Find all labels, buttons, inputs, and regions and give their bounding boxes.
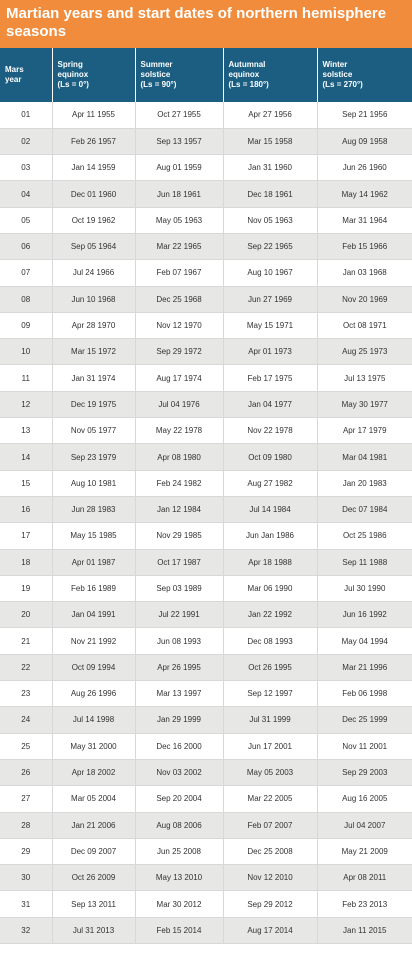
cell-summer-solstice: Feb 24 1982 — [135, 470, 223, 496]
table-row — [0, 865, 412, 891]
cell-winter-solstice: Apr 17 1979 — [317, 418, 412, 444]
cell-spring-equinox: Jun 28 1983 — [52, 496, 135, 522]
cell-winter-solstice: Mar 21 1996 — [317, 654, 412, 680]
cell-summer-solstice: Jan 12 1984 — [135, 496, 223, 522]
cell-summer-solstice: Nov 29 1985 — [135, 523, 223, 549]
header-line: (Ls = 180°) — [228, 80, 269, 89]
cell-summer-solstice: Jun 25 2008 — [135, 838, 223, 864]
cell-autumnal-equinox: Dec 25 2008 — [223, 838, 317, 864]
cell-summer-solstice: Nov 12 1970 — [135, 312, 223, 338]
table-body — [0, 102, 412, 944]
table-row — [0, 549, 412, 575]
cell-summer-solstice: Jul 04 1976 — [135, 391, 223, 417]
cell-summer-solstice: May 05 1963 — [135, 207, 223, 233]
table-row — [0, 759, 412, 785]
cell-summer-solstice: Jan 29 1999 — [135, 707, 223, 733]
cell-winter-solstice: Feb 15 1966 — [317, 233, 412, 259]
cell-autumnal-equinox: Jul 14 1984 — [223, 496, 317, 522]
table-row — [0, 733, 412, 759]
header-summer-solstice — [135, 48, 223, 102]
cell-autumnal-equinox: Oct 26 1995 — [223, 654, 317, 680]
cell-autumnal-equinox: Dec 08 1993 — [223, 628, 317, 654]
cell-mars-year: 01 — [0, 102, 52, 128]
cell-autumnal-equinox: Mar 06 1990 — [223, 575, 317, 601]
header-line: (Ls = 90°) — [140, 80, 177, 89]
cell-summer-solstice: Aug 01 1959 — [135, 155, 223, 181]
header-line: Autumnal — [228, 60, 266, 69]
cell-spring-equinox: Apr 18 2002 — [52, 759, 135, 785]
cell-winter-solstice: Aug 16 2005 — [317, 786, 412, 812]
cell-winter-solstice: Mar 31 1964 — [317, 207, 412, 233]
cell-autumnal-equinox: Nov 12 2010 — [223, 865, 317, 891]
cell-autumnal-equinox: Aug 10 1967 — [223, 260, 317, 286]
cell-summer-solstice: Apr 08 1980 — [135, 444, 223, 470]
cell-spring-equinox: Nov 21 1992 — [52, 628, 135, 654]
cell-autumnal-equinox: Aug 27 1982 — [223, 470, 317, 496]
cell-mars-year: 03 — [0, 155, 52, 181]
cell-autumnal-equinox: Feb 07 2007 — [223, 812, 317, 838]
cell-mars-year: 31 — [0, 891, 52, 917]
cell-mars-year: 05 — [0, 207, 52, 233]
cell-spring-equinox: Dec 19 1975 — [52, 391, 135, 417]
table-row — [0, 155, 412, 181]
cell-mars-year: 10 — [0, 339, 52, 365]
cell-spring-equinox: Apr 11 1955 — [52, 102, 135, 128]
cell-spring-equinox: Apr 28 1970 — [52, 312, 135, 338]
cell-mars-year: 27 — [0, 786, 52, 812]
cell-summer-solstice: Aug 08 2006 — [135, 812, 223, 838]
table-row — [0, 365, 412, 391]
cell-spring-equinox: Jul 31 2013 — [52, 917, 135, 943]
page-title — [0, 0, 412, 48]
cell-winter-solstice: Feb 06 1998 — [317, 681, 412, 707]
cell-mars-year: 25 — [0, 733, 52, 759]
cell-spring-equinox: Oct 26 2009 — [52, 865, 135, 891]
table-row — [0, 917, 412, 943]
cell-mars-year: 26 — [0, 759, 52, 785]
cell-autumnal-equinox: Apr 01 1973 — [223, 339, 317, 365]
cell-winter-solstice: Nov 20 1969 — [317, 286, 412, 312]
cell-autumnal-equinox: Feb 17 1975 — [223, 365, 317, 391]
header-line: solstice — [322, 70, 353, 79]
cell-spring-equinox: Oct 19 1962 — [52, 207, 135, 233]
cell-spring-equinox: Jul 24 1966 — [52, 260, 135, 286]
cell-winter-solstice: Sep 21 1956 — [317, 102, 412, 128]
cell-mars-year: 04 — [0, 181, 52, 207]
header-line: equinox — [228, 70, 260, 79]
cell-summer-solstice: Aug 17 1974 — [135, 365, 223, 391]
cell-autumnal-equinox: Sep 22 1965 — [223, 233, 317, 259]
cell-autumnal-equinox: May 05 2003 — [223, 759, 317, 785]
cell-autumnal-equinox: Jul 31 1999 — [223, 707, 317, 733]
table-row — [0, 891, 412, 917]
table-row — [0, 496, 412, 522]
cell-summer-solstice: Oct 27 1955 — [135, 102, 223, 128]
header-spring-equinox — [52, 48, 135, 102]
cell-spring-equinox: Jun 10 1968 — [52, 286, 135, 312]
cell-spring-equinox: Feb 16 1989 — [52, 575, 135, 601]
cell-spring-equinox: Aug 10 1981 — [52, 470, 135, 496]
header-line: Spring — [57, 60, 83, 69]
header-line: year — [5, 75, 22, 84]
table-row — [0, 207, 412, 233]
cell-autumnal-equinox: Jan 22 1992 — [223, 602, 317, 628]
cell-spring-equinox: Nov 05 1977 — [52, 418, 135, 444]
table-row — [0, 602, 412, 628]
cell-autumnal-equinox: Nov 05 1963 — [223, 207, 317, 233]
cell-autumnal-equinox: Aug 17 2014 — [223, 917, 317, 943]
cell-winter-solstice: Sep 29 2003 — [317, 759, 412, 785]
cell-autumnal-equinox: Jun 27 1969 — [223, 286, 317, 312]
cell-spring-equinox: Jan 04 1991 — [52, 602, 135, 628]
cell-autumnal-equinox: Jun Jan 1986 — [223, 523, 317, 549]
cell-summer-solstice: Sep 03 1989 — [135, 575, 223, 601]
table-row — [0, 286, 412, 312]
table-row — [0, 312, 412, 338]
cell-spring-equinox: Sep 05 1964 — [52, 233, 135, 259]
cell-summer-solstice: Sep 20 2004 — [135, 786, 223, 812]
table-row — [0, 128, 412, 154]
cell-spring-equinox: Mar 15 1972 — [52, 339, 135, 365]
table-row — [0, 786, 412, 812]
cell-summer-solstice: Mar 13 1997 — [135, 681, 223, 707]
cell-summer-solstice: Mar 22 1965 — [135, 233, 223, 259]
cell-winter-solstice: Aug 25 1973 — [317, 339, 412, 365]
table-row — [0, 102, 412, 128]
header-winter-solstice — [317, 48, 412, 102]
table-row — [0, 260, 412, 286]
cell-winter-solstice: May 30 1977 — [317, 391, 412, 417]
page-title-text: Martian years and start dates of northern hemisphere seasons — [6, 5, 387, 40]
cell-spring-equinox: Dec 09 2007 — [52, 838, 135, 864]
cell-mars-year: 07 — [0, 260, 52, 286]
cell-winter-solstice: May 21 2009 — [317, 838, 412, 864]
header-line: (Ls = 270°) — [322, 80, 363, 89]
table-row — [0, 418, 412, 444]
cell-mars-year: 21 — [0, 628, 52, 654]
cell-mars-year: 06 — [0, 233, 52, 259]
cell-summer-solstice: Jul 22 1991 — [135, 602, 223, 628]
cell-winter-solstice: Jul 30 1990 — [317, 575, 412, 601]
seasons-table — [0, 48, 412, 944]
cell-mars-year: 09 — [0, 312, 52, 338]
cell-spring-equinox: Sep 13 2011 — [52, 891, 135, 917]
cell-summer-solstice: May 22 1978 — [135, 418, 223, 444]
cell-mars-year: 14 — [0, 444, 52, 470]
cell-mars-year: 28 — [0, 812, 52, 838]
cell-spring-equinox: May 31 2000 — [52, 733, 135, 759]
cell-autumnal-equinox: Sep 12 1997 — [223, 681, 317, 707]
cell-spring-equinox: Apr 01 1987 — [52, 549, 135, 575]
cell-mars-year: 24 — [0, 707, 52, 733]
cell-autumnal-equinox: Dec 18 1961 — [223, 181, 317, 207]
header-line: Mars — [5, 65, 24, 74]
cell-mars-year: 17 — [0, 523, 52, 549]
table-row — [0, 812, 412, 838]
cell-spring-equinox: Aug 26 1996 — [52, 681, 135, 707]
cell-summer-solstice: Apr 26 1995 — [135, 654, 223, 680]
table-row — [0, 391, 412, 417]
cell-spring-equinox: Sep 23 1979 — [52, 444, 135, 470]
header-autumnal-equinox — [223, 48, 317, 102]
cell-mars-year: 15 — [0, 470, 52, 496]
cell-mars-year: 18 — [0, 549, 52, 575]
cell-winter-solstice: Jun 16 1992 — [317, 602, 412, 628]
cell-winter-solstice: Nov 11 2001 — [317, 733, 412, 759]
cell-mars-year: 08 — [0, 286, 52, 312]
table-row — [0, 181, 412, 207]
cell-autumnal-equinox: Apr 18 1988 — [223, 549, 317, 575]
table-row — [0, 654, 412, 680]
table-header-row — [0, 48, 412, 102]
cell-winter-solstice: Jun 26 1960 — [317, 155, 412, 181]
header-line: Summer — [140, 60, 173, 69]
cell-mars-year: 02 — [0, 128, 52, 154]
cell-autumnal-equinox: Apr 27 1956 — [223, 102, 317, 128]
cell-autumnal-equinox: Nov 22 1978 — [223, 418, 317, 444]
header-mars-year — [0, 48, 52, 102]
cell-mars-year: 20 — [0, 602, 52, 628]
cell-summer-solstice: Dec 16 2000 — [135, 733, 223, 759]
cell-summer-solstice: Feb 15 2014 — [135, 917, 223, 943]
cell-winter-solstice: Jan 03 1968 — [317, 260, 412, 286]
cell-mars-year: 11 — [0, 365, 52, 391]
cell-mars-year: 12 — [0, 391, 52, 417]
cell-mars-year: 30 — [0, 865, 52, 891]
cell-spring-equinox: Dec 01 1960 — [52, 181, 135, 207]
cell-summer-solstice: Dec 25 1968 — [135, 286, 223, 312]
cell-summer-solstice: Feb 07 1967 — [135, 260, 223, 286]
cell-winter-solstice: Aug 09 1958 — [317, 128, 412, 154]
cell-mars-year: 29 — [0, 838, 52, 864]
cell-winter-solstice: Sep 11 1988 — [317, 549, 412, 575]
cell-spring-equinox: Feb 26 1957 — [52, 128, 135, 154]
cell-autumnal-equinox: Sep 29 2012 — [223, 891, 317, 917]
cell-summer-solstice: Nov 03 2002 — [135, 759, 223, 785]
cell-autumnal-equinox: Mar 15 1958 — [223, 128, 317, 154]
cell-spring-equinox: May 15 1985 — [52, 523, 135, 549]
cell-spring-equinox: Jul 14 1998 — [52, 707, 135, 733]
cell-winter-solstice: May 14 1962 — [317, 181, 412, 207]
header-line: equinox — [57, 70, 89, 79]
cell-spring-equinox: Jan 14 1959 — [52, 155, 135, 181]
cell-winter-solstice: Oct 08 1971 — [317, 312, 412, 338]
header-line: (Ls = 0°) — [57, 80, 89, 89]
table-row — [0, 838, 412, 864]
cell-mars-year: 23 — [0, 681, 52, 707]
cell-mars-year: 32 — [0, 917, 52, 943]
cell-autumnal-equinox: Jan 04 1977 — [223, 391, 317, 417]
cell-summer-solstice: Oct 17 1987 — [135, 549, 223, 575]
cell-spring-equinox: Mar 05 2004 — [52, 786, 135, 812]
cell-summer-solstice: Jun 08 1993 — [135, 628, 223, 654]
cell-winter-solstice: Dec 25 1999 — [317, 707, 412, 733]
cell-summer-solstice: Jun 18 1961 — [135, 181, 223, 207]
cell-winter-solstice: Jan 11 2015 — [317, 917, 412, 943]
cell-summer-solstice: Sep 29 1972 — [135, 339, 223, 365]
table-row — [0, 470, 412, 496]
cell-winter-solstice: Dec 07 1984 — [317, 496, 412, 522]
cell-winter-solstice: Oct 25 1986 — [317, 523, 412, 549]
cell-summer-solstice: May 13 2010 — [135, 865, 223, 891]
cell-spring-equinox: Jan 31 1974 — [52, 365, 135, 391]
table-row — [0, 707, 412, 733]
table-row — [0, 444, 412, 470]
table-row — [0, 575, 412, 601]
cell-autumnal-equinox: Mar 22 2005 — [223, 786, 317, 812]
cell-winter-solstice: Feb 23 2013 — [317, 891, 412, 917]
cell-mars-year: 19 — [0, 575, 52, 601]
header-line: solstice — [140, 70, 171, 79]
cell-autumnal-equinox: May 15 1971 — [223, 312, 317, 338]
cell-autumnal-equinox: Jun 17 2001 — [223, 733, 317, 759]
cell-spring-equinox: Jan 21 2006 — [52, 812, 135, 838]
cell-winter-solstice: May 04 1994 — [317, 628, 412, 654]
cell-mars-year: 13 — [0, 418, 52, 444]
cell-mars-year: 22 — [0, 654, 52, 680]
table-row — [0, 681, 412, 707]
header-line: Winter — [322, 60, 348, 69]
table-row — [0, 628, 412, 654]
cell-winter-solstice: Jan 20 1983 — [317, 470, 412, 496]
cell-autumnal-equinox: Oct 09 1980 — [223, 444, 317, 470]
cell-autumnal-equinox: Jan 31 1960 — [223, 155, 317, 181]
cell-winter-solstice: Jul 13 1975 — [317, 365, 412, 391]
table-row — [0, 523, 412, 549]
cell-winter-solstice: Jul 04 2007 — [317, 812, 412, 838]
table-row — [0, 339, 412, 365]
table-row — [0, 233, 412, 259]
cell-summer-solstice: Mar 30 2012 — [135, 891, 223, 917]
cell-summer-solstice: Sep 13 1957 — [135, 128, 223, 154]
cell-spring-equinox: Oct 09 1994 — [52, 654, 135, 680]
cell-winter-solstice: Mar 04 1981 — [317, 444, 412, 470]
cell-mars-year: 16 — [0, 496, 52, 522]
cell-winter-solstice: Apr 08 2011 — [317, 865, 412, 891]
